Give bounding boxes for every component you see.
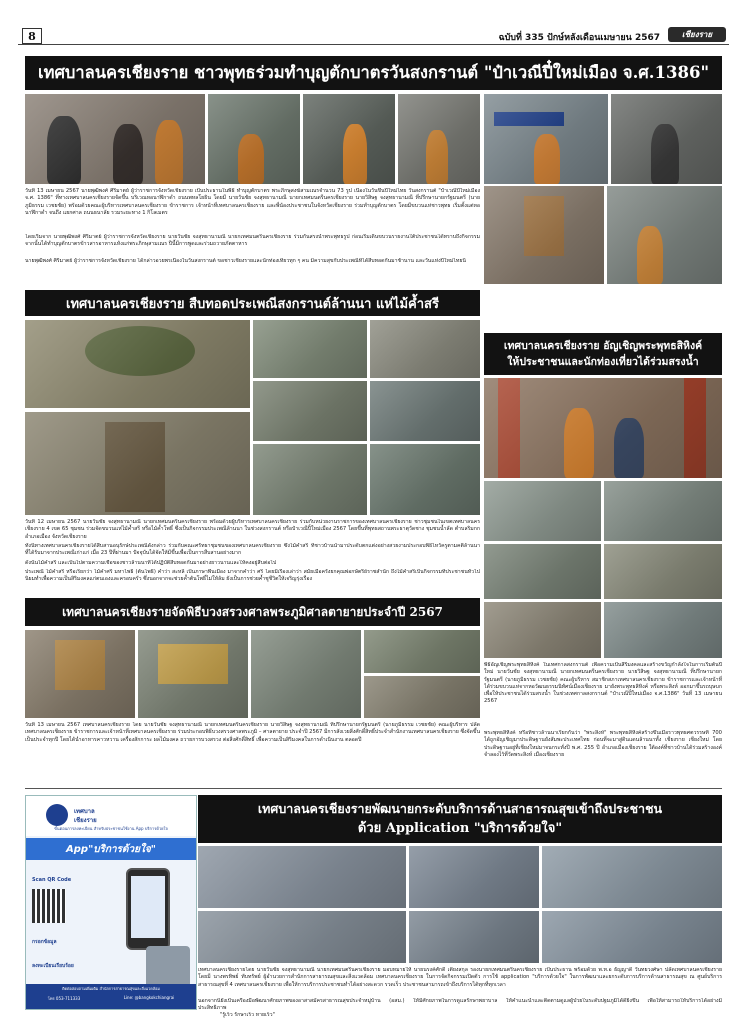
article2-photo-4 <box>253 381 367 441</box>
article1-paragraph-1: วันที่ 13 เมษายน 2567 นายพุฒิพงศ์ ศิริมาตย์ ผู้ว่าราชการจังหวัดเชียงราย เป็นประธานในพิธี ทำบุญตักบาตร พระภิกษุสงฆ์สามเณรจำนวน 73 รูป เนื่องในวันขึ้นปีใหม่ไทย วันสงกรานต์ "ป๋าเวณีปี๋ใหม่เมือง จ.ศ. 1386" ที่ทางเทศบาลนครเชียงรายจัดขึ้น บริเวณหอนาฬิกาดำ ถนนพหลโยธิน โดยมี นายวันชัย จงสุทธานามณี นายกเทศมนตรีนครเชียงราย นายวิสิษฐ จงสุทธานามณี ที่ปรึกษานายกรัฐมนตรี (นายภูมิธรรม เวชยชัย) พร้อมด้วยคณะผู้บริหารเทศบาลนครเชียงราย ข้าราชการ เจ้าหน้าที่เทศบาลนครเชียงราย และพี่น้องประชาชนในจังหวัดเชียงราย ร่วมทำบุญตักบาตร โดยมีขบวนแห่ชาวพุทธ เริ่มตั้งแต่หอนาฬิกาดำ จนถึง แยกศาล ถนนธนาลัย รวมระยะทาง 1 กิโลเมตร <box>25 188 480 216</box>
poster-step-3-label: ลงทะเบียนเรียบร้อย <box>32 963 74 969</box>
poster-intro: ขั้นตอนการลงทะเบียน สำหรับประชาชนใช้งาน App บริการด้วยใจ <box>54 826 168 831</box>
article3-photo-5 <box>604 544 722 599</box>
app-poster <box>25 795 197 1010</box>
poster-footer <box>26 984 196 1009</box>
article2-paragraph-4: ประเพณี ไม้ค้ำสรี หรือเรียกว่า ไม้ค้ำศรี มหาโพธิ์ (ต้นโพธิ์) คำว่า สะหลี เป็นภาษาพื้นเมือง มาจากคำว่า ศรี โดยมีเรื่องเล่าว่า สมัยเมื่อครั้งยกคุณพ่อกษัตริย์ราชสำนัก ถึงไม้ค้ำสรีเป็นกิจกรรมที่ประชาชนทั่วไปนิยมทำเพื่อความเป็นสิริมงคลแก่ตนเองและครอบครัว ซึ่งนอกจากจะช่วยค้ำต้นโพธิ์ไม่ให้ล้ม ยังเป็นการช่วยค้ำชูชีวิตให้เจริญรุ่งเรือง <box>25 569 480 583</box>
article3-paragraph-2: พระพุทธสิหิงค์ หรือที่ชาวล้านนาเรียกกันว่า "พระสิงห์" พระพุทธสิหิงค์สร้างขึ้นเมื่อราวพุทธศตวรรษที่ 700 ได้ถูกอัญเชิญมาประดิษฐานยังสัมพะประเทศไทย ก่อนที่จะมาสู่ดินแดนล้านนาทั้ง เชียงราย เชียงใหม่ โดยประดิษฐานอยู่ที่เชียงใหม่มาจนกระทั่งปี พ.ศ. 255 ปี อำเภอเมืองเชียงราย ใต้องค์ที่ชาวบ้านได้ร่วมสร้างองค์จำลองไว้ที่วัดพระสิงห์ เมืองเชียงราย <box>484 730 722 758</box>
article2-photo-1 <box>25 320 250 408</box>
article1-paragraph-2: โดยเริ่มจาก นายพุฒิพงศ์ ศิริมาตย์ ผู้ว่าราชการจังหวัดเชียงราย นายวันชัย จงสุทธานามณี นายกเทศมนตรีนครเชียงราย ร่วมกันสรงน้ำพระพุทธรูป ก่อนเริ่มเดินขบวนรายงานใต้ประชาชนได้ทราบถึงกิจกรรม จากนั้นได้ทำบุญตักบาตรข้าวสารอาหารแห้งแก่พระภิกษุสามเณร ปีนี้มีการพูดและร่วมถวายภัตตาหาร <box>25 234 480 248</box>
article1-photo-6 <box>611 94 722 184</box>
article4-photo-1 <box>25 630 135 718</box>
article2-headline: เทศบาลนครเชียงราย สืบทอดประเพณีสงกรานต์ล้านนา แห่ไม้ค้ำสรี <box>66 296 439 312</box>
article3-headline-line-1: เทศบาลนครเชียงราย อัญเชิญพระพุทธสิหิงค์ <box>503 340 703 352</box>
article2-paragraph-2: ทั้งนี้ทางเทศบาลนครเชียงรายได้สืบสานอนุรักษ์ประเพณีดังกล่าว ร่วมกับคณะศรัทธาชุมชนของเทศบาลนครเชียงราย ซึ่งไม้ค้ำสรี ที่ชาวบ้านนำมาประดับตกแต่งอย่างสวยงามประกอบพิธีไหว้ครูตามคติล้านนา ที่ได้รับมาจากประเพณีเก่าแก่ เมื่อ 23 ปีที่ผ่านมา ปัจจุบันได้จัดให้มีขึ้นเพื่อเป็นการสืบสานอย่างมาก <box>25 543 480 557</box>
article2-photo-8 <box>370 444 480 515</box>
article2-photo-2 <box>253 320 367 378</box>
poster-line: Line: @bangkokchiangrai <box>123 995 175 1000</box>
poster-title-box <box>26 838 196 860</box>
article1-photo-5 <box>484 94 608 184</box>
article3-photo-7 <box>604 602 722 658</box>
article5-divider <box>25 788 722 789</box>
phone-mockup-icon <box>126 868 170 950</box>
article3-headline-banner <box>484 333 722 375</box>
article3-photo-6 <box>484 602 601 658</box>
article1-photo-3 <box>303 94 395 184</box>
article5-headline-line-1: เทศบาลนครเชียงรายพัฒนายกระดับบริการด้านสาธารณสุขเข้าถึงประชาชน <box>257 801 663 816</box>
article3-headline-line-2: ให้ประชาชนและนักท่องเที่ยวได้ร่วมสรงน้ำ <box>507 356 699 368</box>
article4-headline: เทศบาลนครเชียงรายจัดพิธีบวงสรวงศาลพระภูมิศาลตายายประจำปี 2567 <box>62 604 443 619</box>
article1-photo-4 <box>398 94 480 184</box>
poster-tel: โทร 053-711333 <box>47 996 81 1001</box>
article1-photo-1 <box>25 94 205 184</box>
article5-photo-3 <box>542 846 722 908</box>
poster-office: ติดต่อสอบถามเพิ่มเติม สำนักการสาธารณสุขและสิ่งแวดล้อม <box>62 986 160 991</box>
poster-step-1 <box>32 866 120 926</box>
article4-photo-5 <box>364 676 480 718</box>
article1-photo-8 <box>607 186 722 284</box>
article1-photo-2 <box>208 94 300 184</box>
article2-paragraph-1: วันที่ 12 เมษายน 2567 นายวันชัย จงสุทธานามณี นายกเทศมนตรีนครเชียงราย พร้อมด้วยผู้บริหารเทศบาลนครเชียงราย ร่วมกับหน่วยงานราชการของเทศบาลนครเชียงราย ชาวชุมชนในเขตเทศบาลนครเชียงราย 4 เขต 65 ชุมชน ร่วมจัดขบวนแห่ไม้ค้ำสรี หรือไม้ค้ำโพธิ์ ซึ่งเป็นกิจกรรมประเพณีล้านนา ในช่วงสงกรานต์ หรือป๋าเวณีปี๋ใหม่เมือง 2567 โดยขึ้นที่พุทธสถานพระธาตุวัดชาง ชุมชนน้ำลัด ตำบลริมกก อำเภอเมือง จังหวัดเชียงราย <box>25 519 480 540</box>
poster-brand-1: เทศบาล <box>74 808 95 815</box>
article4-photo-4 <box>364 630 480 673</box>
article5-headline-line-2: ด้วย Application "บริการด้วยใจ" <box>357 821 563 836</box>
article3-photo-1 <box>484 378 722 478</box>
article5-photo-4 <box>198 911 406 963</box>
article2-paragraph-3: ดังนั้นไม้ค้ำสรี และเป็นไปตามความเชื่อของชาวล้านนาที่ได้ปฏิบัติสืบทอดกันมาอย่างยาวนานและให้คงอยู่สืบต่อไป <box>25 560 277 566</box>
article2-photo-3 <box>370 320 480 378</box>
article2-photo-6 <box>25 412 250 515</box>
article4-photo-2 <box>138 630 248 718</box>
poster-step-3 <box>32 952 120 972</box>
article4-photo-3 <box>251 630 361 718</box>
article4-paragraph-1: วันที่ 13 เมษายน 2567 เทศบาลนครเชียงราย โดย นายวันชัย จงสุทธานามณี นายกเทศมนตรีนครเชียงราย นายวิสิษฐ จงสุทธานามณี ที่ปรึกษานายกรัฐมนตรี (นายภูมิธรรม เวชยชัย) คณะผู้บริหาร ปลัดเทศบาลนครเชียงราย ข้าราชการและเจ้าหน้าที่เทศบาลนครเชียงราย ร่วมประกอบพิธีบวงสรวงศาลพระภูมิ – ศาลตายาย ประจำปี 2567 มีการสังเวยสิ่งศักดิ์สิทธิ์ประจำสำนักงานเทศบาลนครเชียงราย ซึ่งจัดขึ้นเป็นประจำทุกปี โดยได้นำอาหารคาวหวาน เครื่องสักการะ ผลไม้มงคล ถวายการบวงสรวง ต่อสิ่งศักดิ์สิทธิ์ เพื่อความเป็นสิริมงคลในการดำเนินงาน ตลอดปี <box>25 722 480 743</box>
article2-headline-banner <box>25 290 480 316</box>
poster-header <box>26 796 196 836</box>
article5-headline-banner <box>198 795 722 843</box>
poster-step-1-label: Scan QR Code <box>32 877 72 883</box>
poster-person-photo <box>146 946 190 984</box>
poster-brand-2: เชียงราย <box>74 817 97 824</box>
issue-info: ฉบับที่ 335 ปักษ์หลังเดือนเมษายน 2567 <box>498 33 660 43</box>
masthead-logo-text: เชียงราย <box>681 30 713 39</box>
article1-headline: เทศบาลนครเชียงราย ชาวพุทธร่วมทำบุญตักบาตรวันสงกรานต์ "ป๋าเวณีปี๋ใหม่เมือง จ.ศ.1386" <box>37 63 710 82</box>
article3-photo-3 <box>604 481 722 541</box>
article3-photo-2 <box>484 481 601 541</box>
article5-paragraph-2: นอกจากนี้ยังเป็นเครื่องมือพัฒนาศักยภาพของอาสาสมัครสาธารณสุขประจำหมู่บ้าน (อสม.) ให้มีศักยภาพในการดูแลรักษาพยาบาล ให้คำแนะนำและติดตามดูแลผู้ป่วยในระดับปฐมภูมิได้ดียิ่งขึ้น เพื่อให้สามารถให้บริการได้อย่างมีประสิทธิภาพ <box>198 998 722 1012</box>
article2-photo-5 <box>370 381 480 441</box>
masthead-logo <box>668 27 726 42</box>
article3-photo-4 <box>484 544 601 599</box>
page-number-box <box>22 28 42 44</box>
article5-paragraph-1: เทศบาลนครเชียงรายโดย นายวันชัย จงสุทธานามณี นายกเทศมนตรีนครเชียงราย มอบหมายให้ นายนรงค์ศักดิ์ เตียงสกุล รองนายกเทศมนตรีนครเชียงราย เป็นประธาน พร้อมด้วย พ.ท.อ ธัญญาดี วันทยวงศ์ษา ปลัดเทศบาลนครเชียงราย โดยมี นางพรทิพย์ ทับทรัพย์ ผู้อำนวยการสำนักการสาธารณสุขและสิ่งแวดล้อม เทศบาลนครเชียงราย ในการจัดกิจกรรมเปิดตัว การใช้ application "บริการด้วยใจ" ในการพัฒนาและยกระดับการบริการด้านสาธารณสุข ณ ศูนย์บริการสาธารณสุขที่ 4 เทศบาลนครเชียงราย เพื่อให้การบริการประชาชนทำได้อย่างสะดวก รวดเร็ว ประชาชนสามารถเข้าถึงบริการได้ทุกที่ทุกเวลา <box>198 967 722 988</box>
page-number: 8 <box>28 29 36 43</box>
article5-photo-1 <box>198 846 406 908</box>
qr-code-icon <box>32 889 66 923</box>
article5-quote: "รู้เร็ว รักษาเร็ว หายเร็ว" <box>220 1012 275 1018</box>
article5-photo-5 <box>409 911 539 963</box>
article2-photo-7 <box>253 444 367 515</box>
article4-headline-banner <box>25 598 480 626</box>
article5-photo-2 <box>409 846 539 908</box>
article3-paragraph-1: พิธีอัญเชิญพระพุทธสิหิงค์ ในเทศกาลสงกรานต์ เพื่อความเป็นสิริมงคลและสร้างขวัญกำลังใจในการเริ่มต้นปีใหม่ นายวันชัย จงสุทธานามณี นายกเทศมนตรีนครเชียงราย นายวิสิษฐ จงสุทธานามณี ที่ปรึกษานายกรัฐมนตรี (นายภูมิธรรม เวชยชัย) คณะผู้บริหาร สมาชิกสภาเทศบาลนครเชียงราย ข้าราชการและเจ้าหน้าที่ ได้ร่วมขบวนแห่จากหอวัฒนธรรมนิทัศน์เมืองเชียงราย มายังพระพุทธสิหิงค์ หรือพระสิงห์ ออกมาขึ้นรถบุษบกเพื่อให้ประชาชนได้ร่วมสรงน้ำ ในช่วงเทศกาลสงกรานต์ "ป๋าเวณีปี๋ใหม่เมือง จ.ศ.1386" วันที่ 13 เมษายน 2567 <box>484 662 722 705</box>
article5-photo-6 <box>542 911 722 963</box>
article1-photo-7 <box>484 186 604 284</box>
poster-step-2-label: กรอกข้อมูล <box>32 939 57 945</box>
poster-seal-icon <box>46 804 68 826</box>
header-rule <box>18 44 729 45</box>
article1-paragraph-3: นายพุฒิพงศ์ ศิริมาตย์ ผู้ว่าราชการจังหวัดเชียงราย ได้กล่าวอวยพรเนื่องในวันสงกรานต์ ขอชาวเชียงรายและนักท่องเที่ยวทุก ๆ คน มีความสุขกับประเพณีที่ได้สืบทอดกันมาช้านาน และวันแห่งปีใหม่ไทยนี้ <box>25 258 466 264</box>
poster-app-name: App"บริการด้วยใจ" <box>66 843 156 855</box>
article1-headline-banner <box>25 56 722 90</box>
